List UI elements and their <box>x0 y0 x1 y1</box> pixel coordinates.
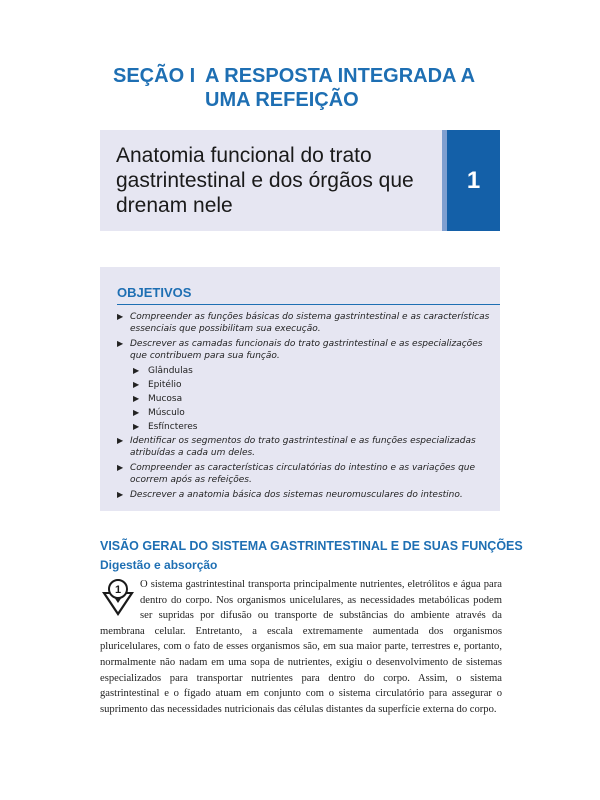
bullet-arrow-icon: ▶ <box>117 436 124 445</box>
bullet-arrow-icon: ▶ <box>117 463 124 472</box>
section-title: A RESPOSTA INTEGRADA A UMA REFEIÇÃO <box>205 65 475 111</box>
section-subheading: VISÃO GERAL DO SISTEMA GASTRINTESTINAL E DE SUAS FUNÇÕES <box>100 539 523 553</box>
objective-subitem: ▶ Esfíncteres <box>133 422 198 432</box>
objective-item: ▶ Compreender as funções básicas do sistema gastrintestinal e as características essenciais que possibilitam sua execução. <box>117 312 490 334</box>
objectives-heading: OBJETIVOS <box>117 285 192 300</box>
objective-marker-number: 1 <box>114 584 122 596</box>
bullet-arrow-icon: ▶ <box>133 394 140 403</box>
objective-subitem: ▶ Glândulas <box>133 366 193 376</box>
objective-subitem: ▶ Mucosa <box>133 394 183 404</box>
bullet-arrow-icon: ▶ <box>133 408 140 417</box>
objectives-list <box>117 311 492 504</box>
chapter-title: Anatomia funcional do trato gastrintestinal e dos órgãos que drenam nele <box>116 144 414 217</box>
objective-item: ▶ Compreender as características circulatórias do intestino e as variações que ocorrem após as refeições. <box>117 463 476 485</box>
objective-item: ▶ Identificar os segmentos do trato gastrintestinal e as funções especializadas atribuídas a cada um deles. <box>117 436 476 458</box>
bullet-arrow-icon: ▶ <box>117 339 124 348</box>
bullet-arrow-icon: ▶ <box>117 490 124 499</box>
objective-item: ▶ Descrever a anatomia básica dos sistemas neuromusculares do intestino. <box>117 490 463 500</box>
bullet-arrow-icon: ▶ <box>133 422 140 431</box>
chapter-number: 1 <box>466 167 481 194</box>
objective-subitem: ▶ Epitélio <box>133 380 182 390</box>
section-number: SEÇÃO I <box>113 65 196 87</box>
objectives-box <box>100 267 500 511</box>
bullet-arrow-icon: ▶ <box>117 312 124 321</box>
bullet-arrow-icon: ▶ <box>133 366 140 375</box>
body-paragraph: O sistema gastrintestinal transporta principalmente nutrientes, eletrólitos e água para dentro do corpo. Nos organismos unicelulares, as necessidades metabólicas podem ser supridas por difusão ou transporte de substâncias do ambiente através da membrana celular. Entretanto, a escala extremamente aumentada dos organismos pluricelulares, com o fato de esses organismos são, em sua maior parte, terrestres e, portanto, normalmente não nadam em uma sopa de nutrientes, exigiu o desenvolvimento de sistemas especializados para transportar nutrientes para dentro do corpo. Assim, o sistema gastrintestinal e o fígado atuam em conjunto com o sistema circulatório para assegurar o suprimento das necessidades nutricionais das células distantes da superfície externa do corpo. <box>100 579 502 715</box>
objective-subitem: ▶ Músculo <box>133 408 185 418</box>
objective-item: ▶ Descrever as camadas funcionais do trato gastrintestinal e as especializações que contribuem para sua função. <box>117 339 483 361</box>
bullet-arrow-icon: ▶ <box>133 380 140 389</box>
objectives-divider <box>117 304 500 305</box>
chapter-header <box>100 130 500 231</box>
topic-heading: Digestão e absorção <box>100 558 218 572</box>
